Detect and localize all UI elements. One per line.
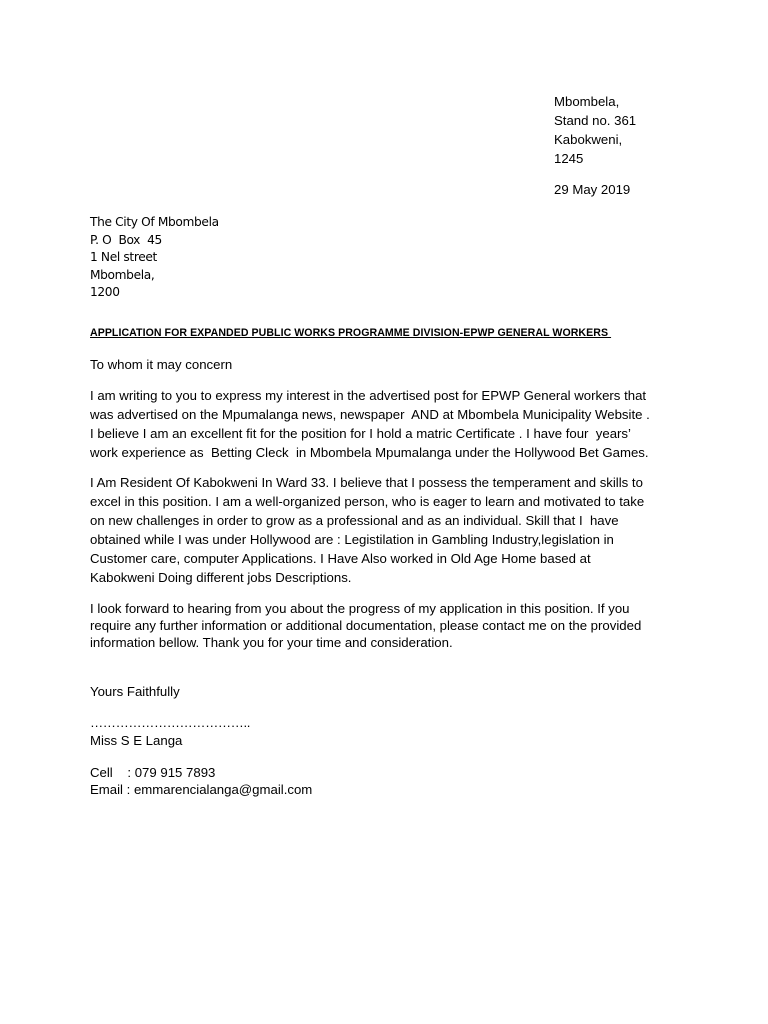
paragraph-line: work experience as Betting Cleck in Mbombela Mpumalanga under the Hollywood Bet Games.: [90, 444, 649, 460]
salutation: To whom it may concern: [90, 357, 233, 372]
recipient-address-line: 1 Nel street: [90, 250, 157, 264]
paragraph-line: I believe I am an excellent fit for the position for I hold a matric Certificate . I have four years’: [90, 425, 631, 441]
sender-address-line: Kabokweni,: [554, 132, 623, 147]
sender-address-line: Stand no. 361: [554, 113, 637, 128]
body-paragraph: [90, 387, 690, 463]
sender-address-line: 1245: [554, 151, 584, 166]
paragraph-line: information bellow. Thank you for your time and consideration.: [90, 634, 453, 650]
sender-address: [554, 92, 636, 168]
recipient-address-line: 1200: [90, 285, 120, 299]
contact-email: Email : emmarencialanga@gmail.com: [90, 781, 313, 797]
paragraph-line: I am writing to you to express my interest in the advertised post for EPWP General workers that: [90, 388, 647, 403]
paragraph-line: require any further information or additional documentation, please contact me on the provided: [90, 617, 642, 633]
recipient-address-line: Mbombela,: [90, 267, 155, 282]
paragraph-line: I Am Resident Of Kabokweni In Ward 33. I believe that I possess the temperament and skills to: [90, 475, 643, 490]
recipient-address-line: The City Of Mbombela: [90, 215, 219, 229]
paragraph-line: was advertised on the Mpumalanga news, newspaper AND at Mbombela Municipality Website .: [90, 406, 650, 422]
sender-address-line: Mbombela,: [554, 94, 620, 109]
paragraph-line: obtained while I was under Hollywood are : Legistilation in Gambling Industry,legislation in: [90, 531, 614, 547]
contact-details: [90, 765, 312, 798]
closing: Yours Faithfully: [90, 684, 180, 699]
letter-date: 29 May 2019: [554, 182, 631, 197]
paragraph-line: Customer care, computer Applications. I Have Also worked in Old Age Home based at: [90, 550, 591, 566]
recipient-address: [90, 214, 219, 302]
paragraph-line: excel in this position. I am a well-organized person, who is eager to learn and motivated to take: [90, 493, 645, 509]
paragraph-line: on new challenges in order to grow as a professional and as an individual. Skill that I have: [90, 512, 619, 528]
subject-line: APPLICATION FOR EXPANDED PUBLIC WORKS PROGRAMME DIVISION-EPWP GENERAL WORKERS: [90, 327, 612, 339]
body-paragraph: [90, 601, 690, 651]
recipient-address-line: P. O Box 45: [90, 232, 162, 247]
signer-name: Miss S E Langa: [90, 733, 183, 748]
body-paragraph: [90, 474, 690, 587]
signature-line: ………………………………..: [90, 715, 250, 730]
paragraph-line: I look forward to hearing from you about the progress of my application in this position. If you: [90, 601, 630, 616]
contact-cell: Cell : 079 915 7893: [90, 765, 216, 780]
paragraph-line: Kabokweni Doing different jobs Descriptions.: [90, 569, 352, 585]
